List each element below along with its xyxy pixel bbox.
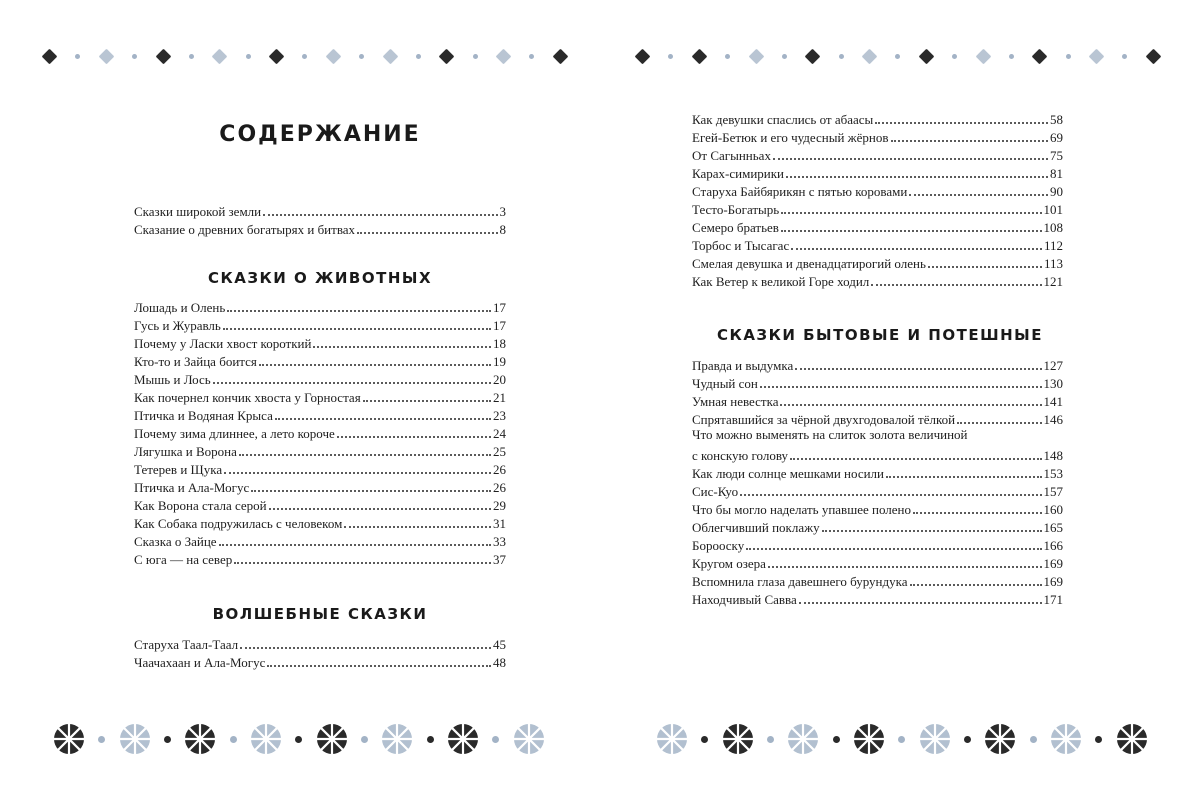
toc-entry[interactable] bbox=[692, 391, 1063, 409]
toc-entry-title: Вспомнила глаза давешнего бурундука bbox=[692, 574, 908, 589]
toc-entry[interactable] bbox=[134, 549, 506, 567]
toc-entry-line2[interactable] bbox=[692, 445, 1063, 463]
toc-entry[interactable] bbox=[134, 441, 506, 459]
top-ornament-left bbox=[44, 45, 566, 67]
leader-dots bbox=[344, 526, 491, 528]
toc-entry[interactable] bbox=[692, 109, 1063, 127]
toc-entry[interactable] bbox=[134, 333, 506, 351]
toc-entry-title: Как девушки спаслись от абаасы bbox=[692, 112, 874, 127]
toc-entry-page: 29 bbox=[493, 498, 506, 513]
leader-dots bbox=[275, 418, 491, 420]
toc-entry[interactable] bbox=[692, 499, 1063, 517]
toc-entry[interactable] bbox=[134, 459, 506, 477]
dot-icon bbox=[1009, 54, 1014, 59]
diamond-icon bbox=[1032, 48, 1048, 64]
toc-entry-page: 165 bbox=[1043, 520, 1063, 535]
toc-entry-title-continued: с конскую голову bbox=[692, 448, 789, 463]
diamond-icon bbox=[748, 48, 764, 64]
toc-entry-page: 26 bbox=[493, 480, 506, 495]
leader-dots bbox=[786, 176, 1048, 178]
leader-dots bbox=[240, 647, 491, 649]
dot-icon bbox=[964, 736, 971, 743]
toc-entry[interactable] bbox=[134, 351, 506, 369]
toc-entry[interactable] bbox=[692, 553, 1063, 571]
toc-entry-title: Сказание о древних богатырях и битвах bbox=[134, 222, 356, 237]
toc-entry[interactable] bbox=[134, 423, 506, 441]
toc-entry-page: 75 bbox=[1050, 148, 1063, 163]
dot-icon bbox=[416, 54, 421, 59]
section-title-everyday: СКАЗКИ БЫТОВЫЕ И ПОТЕШНЫЕ bbox=[717, 326, 1043, 344]
leader-dots bbox=[267, 665, 491, 667]
toc-entry[interactable] bbox=[692, 517, 1063, 535]
toc-entry-page: 23 bbox=[493, 408, 506, 423]
diamond-icon bbox=[805, 48, 821, 64]
toc-entry-title: Карах-симирики bbox=[692, 166, 785, 181]
top-ornament-right bbox=[637, 45, 1159, 67]
leader-dots bbox=[251, 490, 491, 492]
wheel-icon bbox=[918, 722, 952, 756]
toc-entry[interactable] bbox=[692, 481, 1063, 499]
leader-dots bbox=[768, 566, 1042, 568]
toc-entry-title: Как почернел кончик хвоста у Горностая bbox=[134, 390, 361, 405]
toc-entry[interactable] bbox=[134, 297, 506, 315]
leader-dots bbox=[239, 454, 491, 456]
toc-entry-page: 160 bbox=[1043, 502, 1063, 517]
toc-entry-title: Облегчивший поклажу bbox=[692, 520, 820, 535]
toc-entry-page: 69 bbox=[1050, 130, 1063, 145]
toc-entry-page: 113 bbox=[1043, 256, 1063, 271]
page-title: СОДЕРЖАНИЕ bbox=[219, 122, 421, 147]
toc-entry[interactable] bbox=[692, 571, 1063, 589]
toc-entry-page: 153 bbox=[1043, 466, 1063, 481]
dot-icon bbox=[164, 736, 171, 743]
leader-dots bbox=[791, 248, 1042, 250]
diamond-icon bbox=[382, 48, 398, 64]
toc-entry-page: 48 bbox=[493, 655, 506, 670]
diamond-icon bbox=[325, 48, 341, 64]
leader-dots bbox=[259, 364, 491, 366]
toc-entry-page: 58 bbox=[1050, 112, 1063, 127]
dot-icon bbox=[473, 54, 478, 59]
toc-entry-title: С юга — на север bbox=[134, 552, 233, 567]
toc-entry[interactable] bbox=[134, 405, 506, 423]
toc-entry-title: Чаачахаан и Ала-Могус bbox=[134, 655, 266, 670]
leader-dots bbox=[227, 310, 491, 312]
wheel-icon bbox=[446, 722, 480, 756]
dot-icon bbox=[833, 736, 840, 743]
toc-entry-title: Торбос и Тысагас bbox=[692, 238, 790, 253]
wheel-icon bbox=[983, 722, 1017, 756]
toc-entry-page: 101 bbox=[1043, 202, 1063, 217]
toc-entry-title: Что бы могло наделать упавшее полено bbox=[692, 502, 912, 517]
toc-entry[interactable] bbox=[134, 201, 506, 219]
leader-dots bbox=[746, 548, 1041, 550]
leader-dots bbox=[913, 512, 1041, 514]
toc-entry-page: 17 bbox=[493, 318, 506, 333]
toc-entry[interactable] bbox=[134, 634, 506, 652]
dot-icon bbox=[839, 54, 844, 59]
toc-entry-title: Чудный сон bbox=[692, 376, 758, 391]
toc-entry-page: 166 bbox=[1043, 538, 1063, 553]
dot-icon bbox=[782, 54, 787, 59]
toc-entry-page: 90 bbox=[1050, 184, 1063, 199]
dot-icon bbox=[725, 54, 730, 59]
toc-entry-title: Почему зима длиннее, а лето короче bbox=[134, 426, 335, 441]
toc-entry[interactable] bbox=[134, 219, 506, 237]
toc-entry-title: Тесто-Богатырь bbox=[692, 202, 780, 217]
leader-dots bbox=[234, 562, 491, 564]
leader-dots bbox=[363, 400, 491, 402]
toc-entry-title: Почему у Ласки хвост короткий bbox=[134, 336, 312, 351]
toc-entry-page: 31 bbox=[493, 516, 506, 531]
leader-dots bbox=[263, 214, 497, 216]
dot-icon bbox=[361, 736, 368, 743]
toc-entry-page: 108 bbox=[1043, 220, 1063, 235]
toc-entry-title: Егей-Бетюк и его чудесный жёрнов bbox=[692, 130, 889, 145]
leader-dots bbox=[337, 436, 491, 438]
diamond-icon bbox=[155, 48, 171, 64]
toc-entry-title: Сказки широкой земли bbox=[134, 204, 262, 219]
dot-icon bbox=[189, 54, 194, 59]
leader-dots bbox=[909, 194, 1048, 196]
leader-dots bbox=[781, 230, 1042, 232]
toc-entry-title: Что можно выменять на слиток золота величиной bbox=[692, 427, 968, 442]
toc-entry[interactable] bbox=[692, 199, 1063, 217]
toc-entry-title: Лошадь и Олень bbox=[134, 300, 226, 315]
toc-entry-page: 26 bbox=[493, 462, 506, 477]
dot-icon bbox=[427, 736, 434, 743]
toc-intro-list bbox=[134, 201, 506, 237]
diamond-icon bbox=[691, 48, 707, 64]
toc-entry[interactable] bbox=[692, 373, 1063, 391]
toc-entry-title: Смелая девушка и двенадцатирогий олень bbox=[692, 256, 926, 271]
toc-entry[interactable] bbox=[692, 535, 1063, 553]
toc-entry-page: 18 bbox=[493, 336, 506, 351]
toc-entry[interactable] bbox=[692, 163, 1063, 181]
leader-dots bbox=[886, 476, 1042, 478]
diamond-icon bbox=[212, 48, 228, 64]
toc-entry-page: 45 bbox=[493, 637, 506, 652]
toc-entry-title: Как Собака подружилась с человеком bbox=[134, 516, 343, 531]
toc-entry-title: Старуха Таал-Таал bbox=[134, 637, 239, 652]
right-page bbox=[600, 0, 1200, 812]
wheel-icon bbox=[315, 722, 349, 756]
dot-icon bbox=[898, 736, 905, 743]
toc-entry-title: Правда и выдумка bbox=[692, 358, 794, 373]
toc-entry-title: Сис-Куо bbox=[692, 484, 739, 499]
bottom-ornament-right bbox=[655, 718, 1149, 760]
toc-entry-title: Умная невестка bbox=[692, 394, 779, 409]
toc-entry-page: 169 bbox=[1043, 574, 1063, 589]
toc-entry[interactable] bbox=[692, 181, 1063, 199]
toc-entry-title: Мышь и Лось bbox=[134, 372, 211, 387]
dot-icon bbox=[767, 736, 774, 743]
toc-entry-title: Старуха Байбярикян с пятью коровами bbox=[692, 184, 908, 199]
toc-entry[interactable] bbox=[134, 369, 506, 387]
leader-dots bbox=[269, 508, 491, 510]
toc-entry-title: Сказка о Зайце bbox=[134, 534, 217, 549]
leader-dots bbox=[871, 284, 1041, 286]
leader-dots bbox=[780, 404, 1041, 406]
toc-entry[interactable] bbox=[134, 531, 506, 549]
leader-dots bbox=[223, 328, 491, 330]
toc-entry-title: Кто-то и Зайца боится bbox=[134, 354, 257, 369]
toc-entry-page: 17 bbox=[493, 300, 506, 315]
toc-entry-title: Тетерев и Щука bbox=[134, 462, 223, 477]
wheel-icon bbox=[118, 722, 152, 756]
leader-dots bbox=[773, 158, 1048, 160]
toc-entry-title: Как Ворона стала серой bbox=[134, 498, 267, 513]
toc-entry[interactable] bbox=[134, 513, 506, 531]
wheel-icon bbox=[1049, 722, 1083, 756]
dot-icon bbox=[668, 54, 673, 59]
toc-entry-title: Лягушка и Ворона bbox=[134, 444, 237, 459]
toc-entry-page: 37 bbox=[493, 552, 506, 567]
dot-icon bbox=[1066, 54, 1071, 59]
leader-dots bbox=[799, 602, 1042, 604]
toc-entry[interactable] bbox=[134, 652, 506, 670]
toc-entry[interactable] bbox=[692, 589, 1063, 607]
wheel-icon bbox=[52, 722, 86, 756]
dot-icon bbox=[295, 736, 302, 743]
diamond-icon bbox=[98, 48, 114, 64]
toc-entry-page: 25 bbox=[493, 444, 506, 459]
wheel-icon bbox=[249, 722, 283, 756]
dot-icon bbox=[75, 54, 80, 59]
diamond-icon bbox=[635, 48, 651, 64]
wheel-icon bbox=[1115, 722, 1149, 756]
toc-entry-line1[interactable] bbox=[692, 427, 1063, 445]
leader-dots bbox=[224, 472, 491, 474]
diamond-icon bbox=[1089, 48, 1105, 64]
dot-icon bbox=[1030, 736, 1037, 743]
leader-dots bbox=[219, 544, 491, 546]
dot-icon bbox=[132, 54, 137, 59]
toc-entry-page: 171 bbox=[1043, 592, 1063, 607]
toc-entry-page: 169 bbox=[1043, 556, 1063, 571]
diamond-icon bbox=[269, 48, 285, 64]
toc-entry-page: 112 bbox=[1043, 238, 1063, 253]
leader-dots bbox=[957, 422, 1041, 424]
toc-entry-page: 130 bbox=[1043, 376, 1063, 391]
dot-icon bbox=[529, 54, 534, 59]
dot-icon bbox=[246, 54, 251, 59]
toc-entry[interactable] bbox=[692, 271, 1063, 289]
toc-entry[interactable] bbox=[692, 409, 1063, 427]
toc-entry-page: 121 bbox=[1043, 274, 1063, 289]
wheel-icon bbox=[380, 722, 414, 756]
leader-dots bbox=[875, 122, 1048, 124]
toc-entry[interactable] bbox=[692, 355, 1063, 373]
leader-dots bbox=[790, 458, 1041, 460]
toc-entry-title: От Сагынньах bbox=[692, 148, 771, 163]
leader-dots bbox=[760, 386, 1042, 388]
toc-entry-title: Семеро братьев bbox=[692, 220, 779, 235]
wheel-icon bbox=[512, 722, 546, 756]
toc-entry-page: 127 bbox=[1043, 358, 1063, 373]
wheel-icon bbox=[183, 722, 217, 756]
section-title-animals: СКАЗКИ О ЖИВОТНЫХ bbox=[207, 269, 433, 287]
leader-dots bbox=[740, 494, 1041, 496]
diamond-icon bbox=[1145, 48, 1161, 64]
diamond-icon bbox=[862, 48, 878, 64]
toc-entry-page: 3 bbox=[499, 204, 506, 219]
dot-icon bbox=[952, 54, 957, 59]
diamond-icon bbox=[42, 48, 58, 64]
diamond-icon bbox=[552, 48, 568, 64]
toc-entry-page: 8 bbox=[499, 222, 506, 237]
toc-entry-page: 21 bbox=[493, 390, 506, 405]
dot-icon bbox=[359, 54, 364, 59]
toc-entry-page: 141 bbox=[1043, 394, 1063, 409]
leader-dots bbox=[928, 266, 1042, 268]
dot-icon bbox=[895, 54, 900, 59]
dot-icon bbox=[492, 736, 499, 743]
toc-entry-page: 33 bbox=[493, 534, 506, 549]
toc-magic-continued-list bbox=[692, 109, 1063, 289]
toc-everyday-list bbox=[692, 355, 1063, 607]
leader-dots bbox=[910, 584, 1042, 586]
toc-entry-title: Спрятавшийся за чёрной двухгодовалой тёлкой bbox=[692, 412, 956, 427]
bottom-ornament-left bbox=[52, 718, 546, 760]
toc-entry-title: Как Ветер к великой Горе ходил bbox=[692, 274, 870, 289]
toc-entry-title: Борооску bbox=[692, 538, 745, 553]
toc-entry[interactable] bbox=[692, 235, 1063, 253]
dot-icon bbox=[230, 736, 237, 743]
toc-entry-title: Птичка и Ала-Могус bbox=[134, 480, 250, 495]
dot-icon bbox=[1122, 54, 1127, 59]
toc-entry-title: Как люди солнце мешками носили bbox=[692, 466, 884, 481]
dot-icon bbox=[98, 736, 105, 743]
wheel-icon bbox=[655, 722, 689, 756]
toc-entry-title: Гусь и Журавль bbox=[134, 318, 221, 333]
dot-icon bbox=[701, 736, 708, 743]
toc-entry[interactable] bbox=[134, 315, 506, 333]
dot-icon bbox=[1095, 736, 1102, 743]
diamond-icon bbox=[975, 48, 991, 64]
leader-dots bbox=[313, 346, 491, 348]
toc-entry[interactable] bbox=[692, 463, 1063, 481]
toc-entry-title: Птичка и Водяная Крыса bbox=[134, 408, 273, 423]
diamond-icon bbox=[496, 48, 512, 64]
toc-entry-page: 20 bbox=[493, 372, 506, 387]
toc-entry-page: 157 bbox=[1043, 484, 1063, 499]
leader-dots bbox=[822, 530, 1042, 532]
wheel-icon bbox=[852, 722, 886, 756]
leader-dots bbox=[213, 382, 491, 384]
toc-entry[interactable] bbox=[692, 217, 1063, 235]
toc-entry-page: 19 bbox=[493, 354, 506, 369]
toc-entry-title: Находчивый Савва bbox=[692, 592, 797, 607]
toc-entry-page: 146 bbox=[1043, 412, 1063, 427]
leader-dots bbox=[357, 232, 497, 234]
toc-animals-list bbox=[134, 297, 506, 567]
toc-entry[interactable] bbox=[692, 127, 1063, 145]
diamond-icon bbox=[918, 48, 934, 64]
diamond-icon bbox=[439, 48, 455, 64]
section-title-magic: ВОЛШЕБНЫЕ СКАЗКИ bbox=[212, 605, 428, 623]
wheel-icon bbox=[786, 722, 820, 756]
toc-entry[interactable] bbox=[692, 145, 1063, 163]
toc-entry-title: Кругом озера bbox=[692, 556, 766, 571]
toc-entry-page: 24 bbox=[493, 426, 506, 441]
toc-entry-page: 81 bbox=[1050, 166, 1063, 181]
leader-dots bbox=[795, 368, 1041, 370]
leader-dots bbox=[781, 212, 1041, 214]
toc-entry[interactable] bbox=[692, 253, 1063, 271]
dot-icon bbox=[302, 54, 307, 59]
toc-magic-list bbox=[134, 634, 506, 670]
toc-entry[interactable] bbox=[134, 477, 506, 495]
wheel-icon bbox=[721, 722, 755, 756]
toc-entry-page: 148 bbox=[1043, 448, 1063, 463]
toc-entry[interactable] bbox=[134, 495, 506, 513]
toc-entry[interactable] bbox=[134, 387, 506, 405]
leader-dots bbox=[891, 140, 1048, 142]
